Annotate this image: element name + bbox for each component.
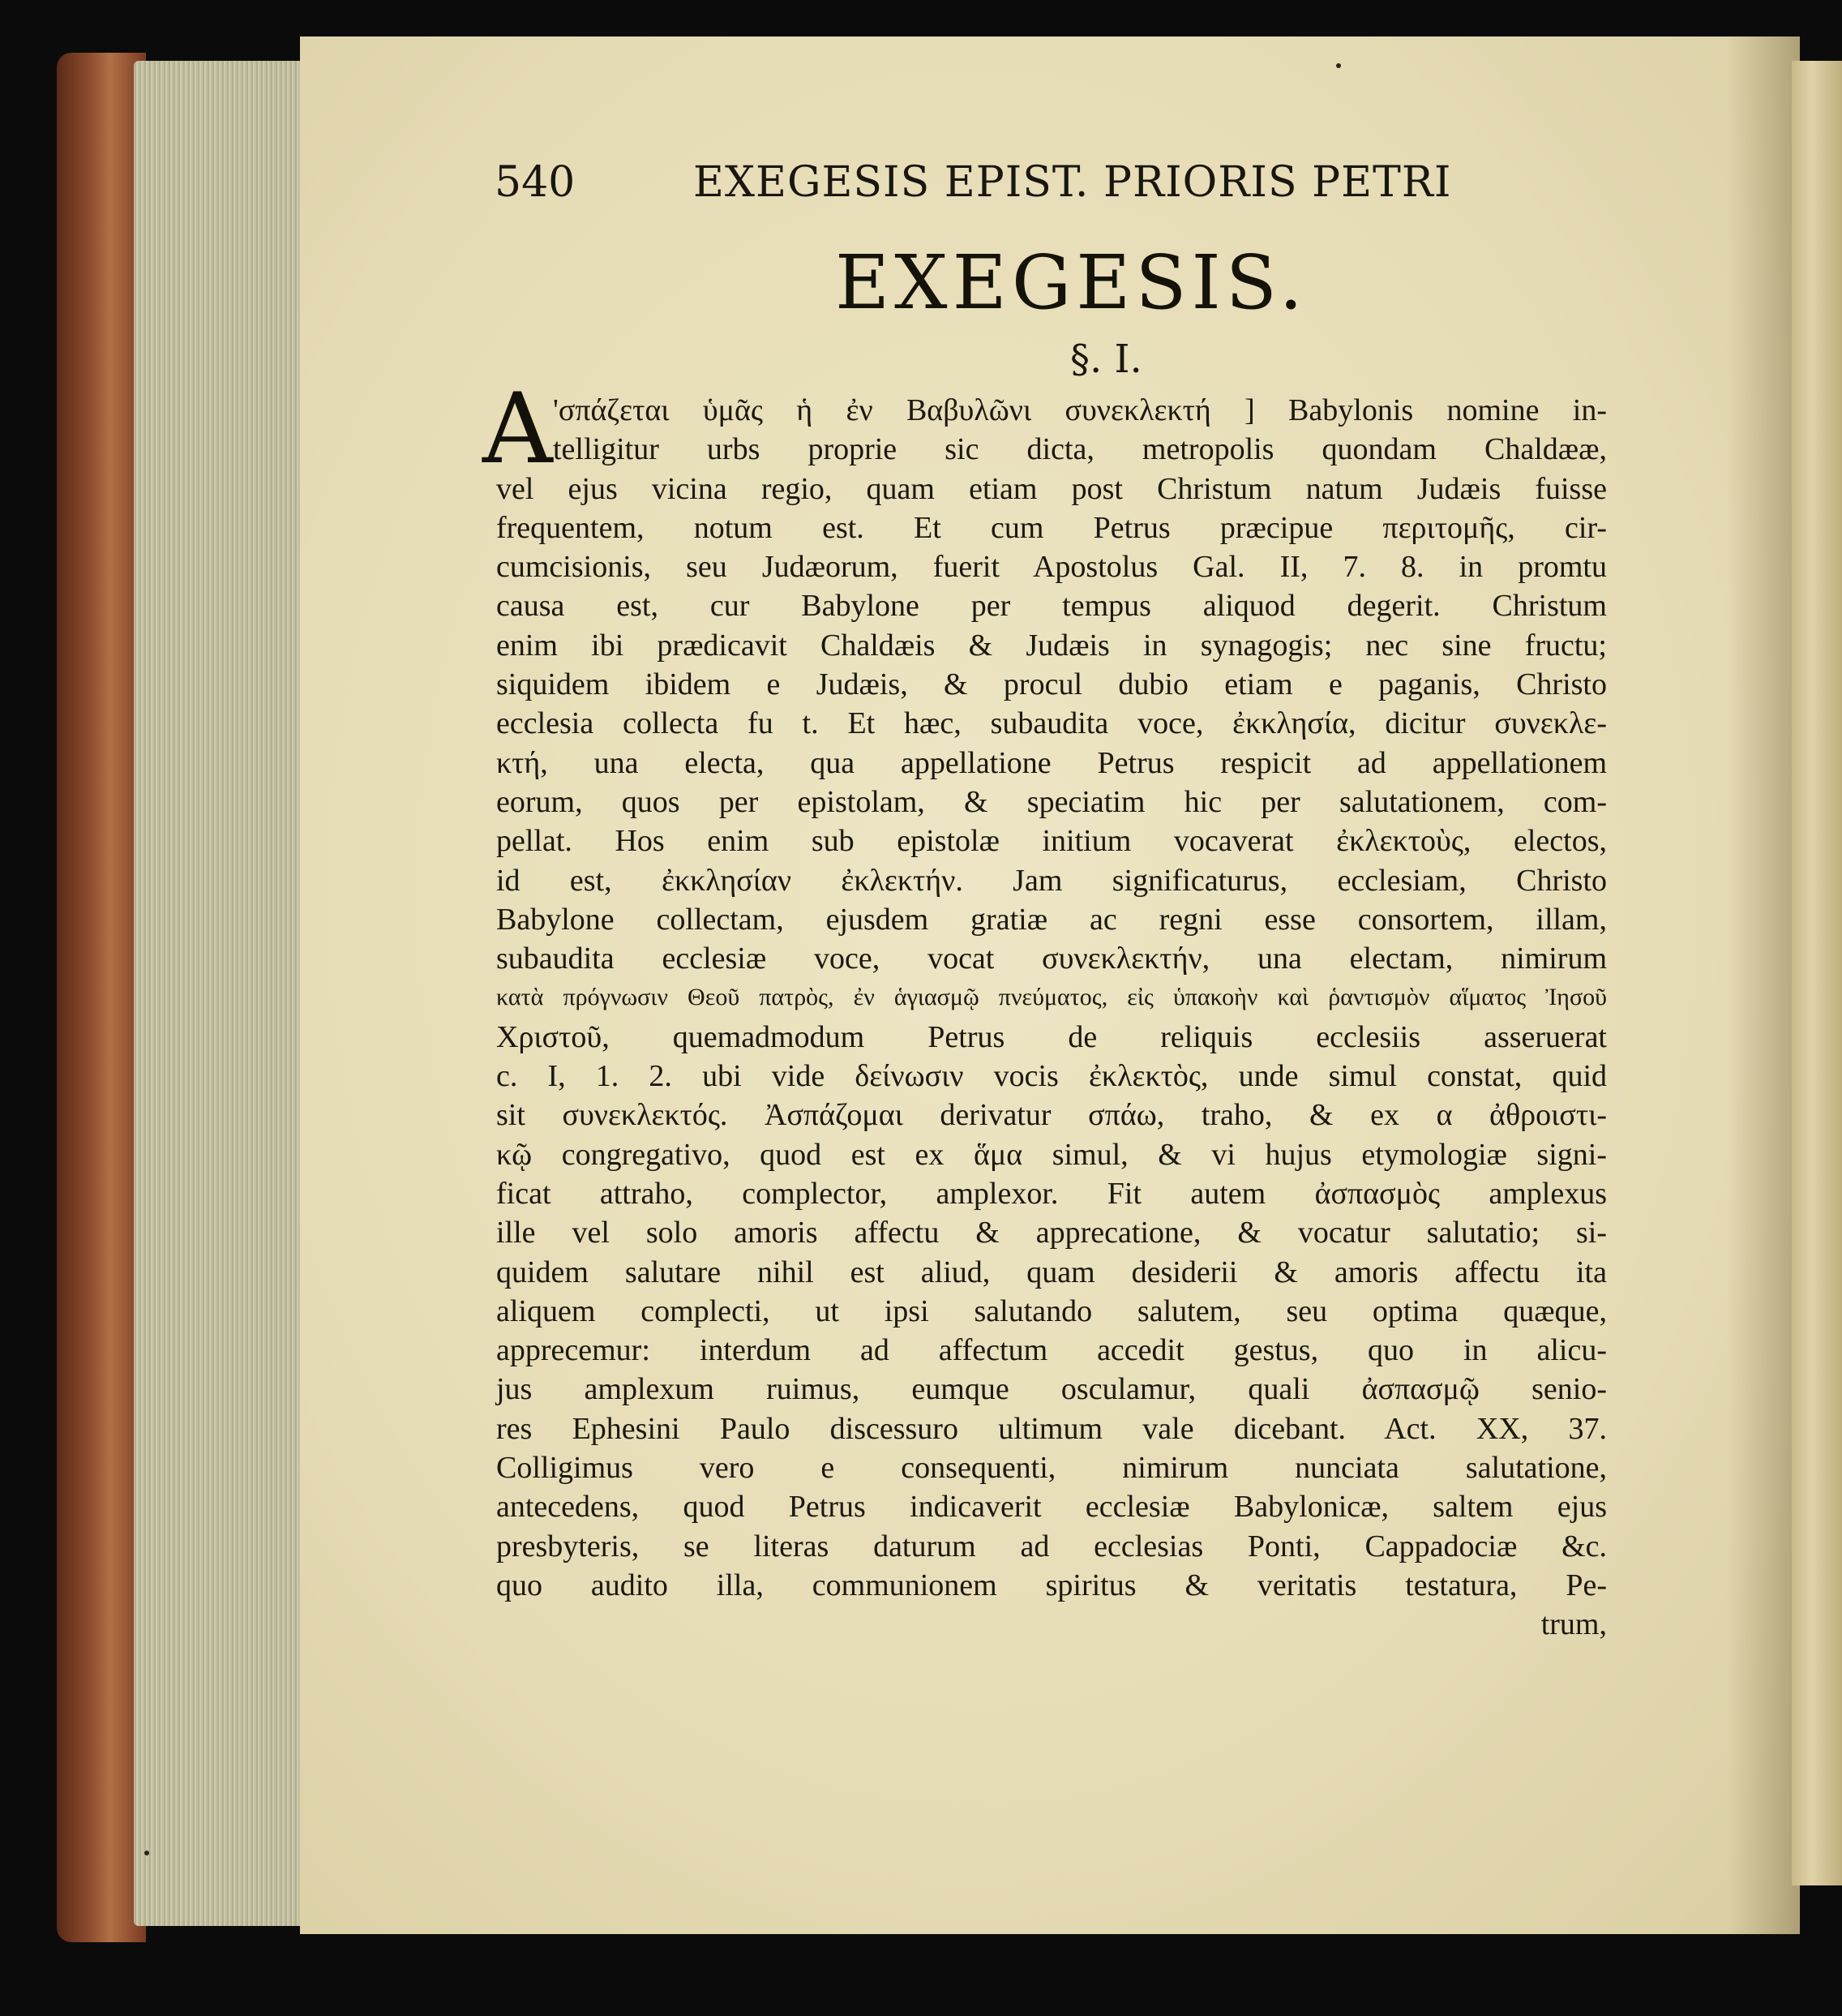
text-line: apprecemur: interdum ad affectum accedit gestus, quo in alicu- — [496, 1333, 1607, 1368]
text-line: ecclesia collecta fu t. Et hæc, subaudita voce, ἐκκλησία, dicitur συνεκλε- — [496, 706, 1607, 741]
catchword: trum, — [1540, 1607, 1607, 1642]
text-line: vel ejus vicina regio, quam etiam post Christum natum Judæis fuisse — [496, 471, 1607, 506]
text-line: aliquem complecti, ut ipsi salutando salutem, seu optima quæque, — [496, 1293, 1607, 1328]
drop-cap: A — [482, 373, 553, 486]
text-line: ficat attraho, complector, amplexor. Fit autem ἀσπασμὸς amplexus — [496, 1176, 1607, 1211]
text-line: eorum, quos per epistolam, & speciatim hic per salutationem, com- — [496, 784, 1607, 819]
text-line: presbyteris, se literas daturum ad ecclesias Ponti, Cappadociæ &c. — [496, 1529, 1607, 1563]
text-line: enim ibi prædicavit Chaldæis & Judæis in synagogis; nec sine fructu; — [496, 628, 1607, 663]
text-line: subaudita ecclesiæ voce, vocat συνεκλεκτήν, una electam, nimirum — [496, 942, 1607, 976]
text-line: pellat. Hos enim sub epistolæ initium vocaverat ἐκλεκτοὺς, electos, — [496, 824, 1607, 859]
body-text — [496, 391, 1607, 1645]
text-line: res Ephesini Paulo discessuro ultimum vale dicebant. Act. XX, 37. — [496, 1411, 1607, 1446]
ink-speck — [1336, 63, 1341, 68]
text-line: telligitur urbs proprie sic dicta, metropolis quondam Chaldææ, — [553, 432, 1607, 467]
text-line: κῷ congregativo, quod est ex ἅμα simul, & vi hujus etymologiæ signi- — [496, 1137, 1607, 1172]
text-line: Babylone collectam, ejusdem gratiæ ac regni esse consortem, illam, — [496, 902, 1607, 937]
section-marker: §. I. — [1070, 337, 1142, 382]
text-line: causa est, cur Babylone per tempus aliquod degerit. Christum — [496, 589, 1607, 624]
text-line: siquidem ibidem e Judæis, & procul dubio etiam e paganis, Christo — [496, 667, 1607, 702]
page-header — [495, 158, 1451, 215]
text-line: 'σπάζεται ὑμᾶς ἡ ἐν Βαβυλῶνι συνεκλεκτή ] Babylonis nomine in- — [553, 393, 1607, 427]
text-line: frequentem, notum est. Et cum Petrus præcipue περιτομῆς, cir- — [496, 510, 1607, 545]
ink-speck — [144, 1851, 149, 1855]
text-line: sit συνεκλεκτός. Ἀσπάζομαι derivatur σπάω, traho, & ex α ἀθροιστι- — [496, 1098, 1607, 1133]
text-line: antecedens, quod Petrus indicaverit ecclesiæ Babylonicæ, saltem ejus — [496, 1490, 1607, 1525]
text-line: κατὰ πρόγνωσιν Θεοῦ πατρὸς, ἐν ἁγιασμῷ πνεύματος, εἰς ὑπακοὴν καὶ ῥαντισμὸν αἵματος Ἰησοῦ — [496, 984, 1607, 1011]
facing-page-edge — [1792, 61, 1842, 1885]
text-line: quo audito illa, communionem spiritus & veritatis testatura, Pe- — [496, 1568, 1607, 1602]
text-line: quidem salutare nihil est aliud, quam desiderii & amoris affectu ita — [496, 1255, 1607, 1289]
page-title: EXEGESIS. — [835, 239, 1308, 326]
page-edges — [134, 61, 304, 1926]
running-head: EXEGESIS EPIST. PRIORIS PETRI — [693, 158, 1452, 207]
text-line: cumcisionis, seu Judæorum, fuerit Apostolus Gal. II, 7. 8. in promtu — [496, 550, 1607, 585]
text-line: jus amplexum ruimus, eumque osculamur, quali ἀσπασμῷ senio- — [496, 1372, 1607, 1407]
page-gutter-shadow — [1727, 36, 1800, 1934]
leather-binding — [57, 53, 146, 1942]
page-number: 540 — [495, 158, 576, 207]
text-line: ille vel solo amoris affectu & apprecatione, & vocatur salutatio; si- — [496, 1216, 1607, 1250]
text-line: Χριστοῦ, quemadmodum Petrus de reliquis ecclesiis asseruerat — [496, 1019, 1607, 1054]
text-line: id est, ἐκκλησίαν ἐκλεκτήν. Jam significaturus, ecclesiam, Christo — [496, 863, 1607, 898]
text-line: Colligimus vero e consequenti, nimirum nunciata salutatione, — [496, 1451, 1607, 1486]
text-line: κτή, una electa, qua appellatione Petrus respicit ad appellationem — [496, 745, 1607, 780]
text-line: c. I, 1. 2. ubi vide δείνωσιν vocis ἐκλεκτὸς, unde simul constat, quid — [496, 1059, 1607, 1094]
